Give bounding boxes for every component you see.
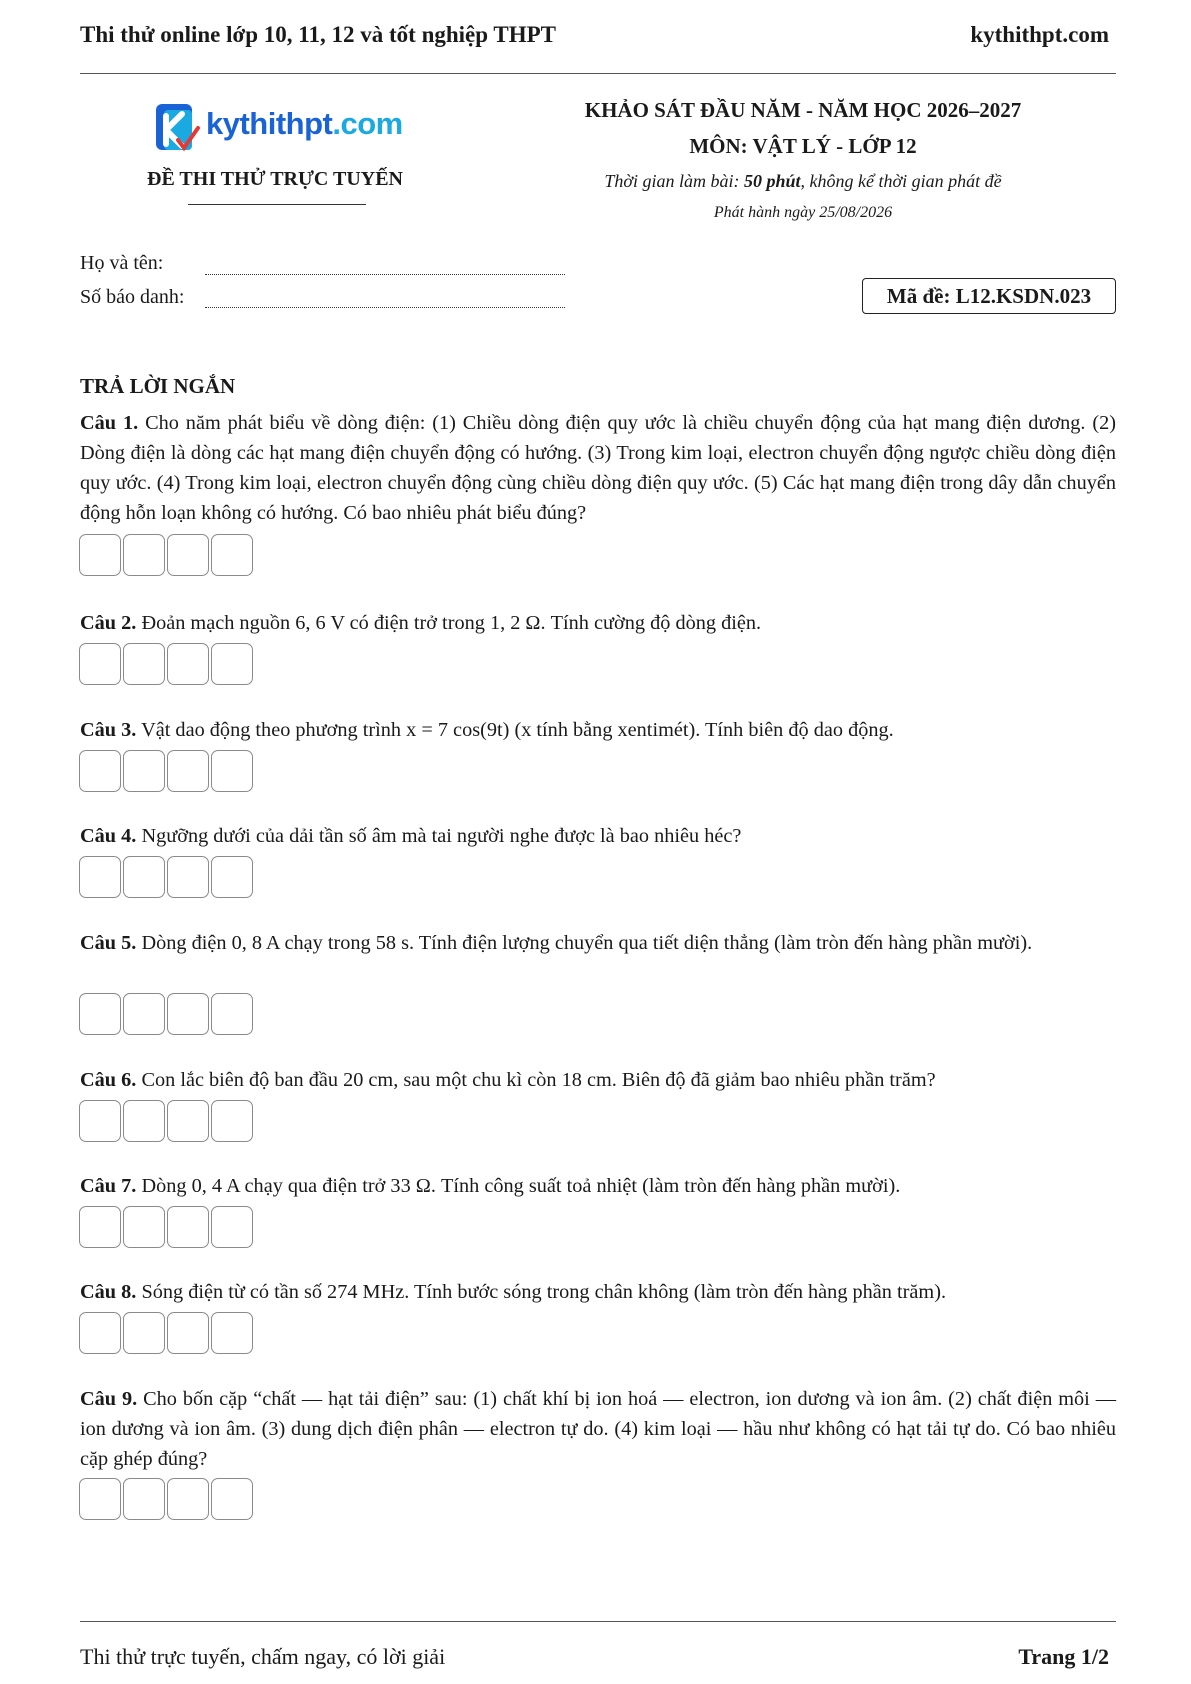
question-text: Cho năm phát biểu về dòng điện: (1) Chiều dòng điện quy ước là chiều chuyển động của hạt mang điện dương. (2) Dòng điện là dòng các hạt mang điện chuyển động có hướng. (3) Trong kim loại, electron chuyển động ngược chiều dòng điện quy ước. (4) Trong kim loại, electron chuyển động cùng chiều dòng điện quy ước. (5) Các hạt mang điện trong dây dẫn chuyển động hỗn loạn không có hướng. Có bao nhiêu phát biểu đúng? <box>80 412 1116 524</box>
exam-time-prefix: Thời gian làm bài: <box>604 171 744 191</box>
question-2 <box>80 608 1116 638</box>
answer-box[interactable] <box>167 1478 209 1520</box>
answer-boxes-6 <box>79 1100 253 1142</box>
answer-box[interactable] <box>167 750 209 792</box>
question-number: Câu 6. <box>80 1069 137 1091</box>
question-text: Con lắc biên độ ban đầu 20 cm, sau một chu kì còn 18 cm. Biên độ đã giảm bao nhiêu phần trăm? <box>141 1069 936 1091</box>
answer-box[interactable] <box>79 643 121 685</box>
name-label: Họ và tên: <box>80 252 164 274</box>
answer-box[interactable] <box>123 1478 165 1520</box>
answer-box[interactable] <box>211 534 253 576</box>
answer-box[interactable] <box>79 856 121 898</box>
question-8 <box>80 1277 1116 1307</box>
logo-wordmark-part1: kythi <box>206 106 276 141</box>
question-number: Câu 1. <box>80 412 139 434</box>
exam-subject: MÔN: VẬT LÝ - LỚP 12 <box>689 134 917 158</box>
answer-box[interactable] <box>211 643 253 685</box>
answer-box[interactable] <box>123 750 165 792</box>
exam-time <box>520 171 1086 192</box>
answer-box[interactable] <box>79 1478 121 1520</box>
answer-box[interactable] <box>211 993 253 1035</box>
site-logo <box>152 100 412 156</box>
answer-box[interactable] <box>123 643 165 685</box>
answer-boxes-7 <box>79 1206 253 1248</box>
question-3 <box>80 715 1116 745</box>
section-title: TRẢ LỜI NGẮN <box>80 374 236 398</box>
page-number: Trang 1/2 <box>1018 1644 1109 1669</box>
answer-boxes-3 <box>79 750 253 792</box>
question-text: Ngưỡng dưới của dải tần số âm mà tai người nghe được là bao nhiêu héc? <box>141 825 742 847</box>
logo-wordmark <box>206 106 403 142</box>
answer-box[interactable] <box>167 643 209 685</box>
answer-box[interactable] <box>211 1100 253 1142</box>
name-field[interactable] <box>205 274 565 275</box>
question-text: Dòng điện 0, 8 A chạy trong 58 s. Tính điện lượng chuyển qua tiết diện thẳng (làm tròn đến hàng phần mười). <box>141 932 1033 954</box>
answer-boxes-5 <box>79 993 253 1035</box>
answer-box[interactable] <box>167 534 209 576</box>
answer-box[interactable] <box>167 1206 209 1248</box>
logo-wordmark-part3: .com <box>332 106 403 141</box>
answer-box[interactable] <box>123 856 165 898</box>
question-text: Vật dao động theo phương trình x = 7 cos(9t) (x tính bằng xentimét). Tính biên độ dao động. <box>141 719 894 741</box>
question-number: Câu 5. <box>80 932 137 954</box>
answer-box[interactable] <box>79 1312 121 1354</box>
header-site-domain: kythithpt.com <box>970 22 1109 47</box>
question-6 <box>80 1065 1116 1095</box>
answer-box[interactable] <box>167 1312 209 1354</box>
answer-box[interactable] <box>167 993 209 1035</box>
answer-box[interactable] <box>123 993 165 1035</box>
answer-box[interactable] <box>123 534 165 576</box>
exam-time-value: 50 phút <box>744 171 801 191</box>
question-text: Cho bốn cặp “chất — hạt tải điện” sau: (1) chất khí bị ion hoá — electron, ion dương và ion âm. (2) chất điện môi — ion dương và ion âm. (3) dung dịch điện phân — electron tự do. (4) kim loại — hầu như không có hạt tải tự do. Có bao nhiêu cặp ghép đúng? <box>80 1388 1116 1470</box>
question-number: Câu 3. <box>80 719 137 741</box>
header-site-tagline: Thi thử online lớp 10, 11, 12 và tốt nghiệp THPT <box>80 22 556 47</box>
candidate-id-label: Số báo danh: <box>80 286 185 308</box>
answer-boxes-2 <box>79 643 253 685</box>
question-number: Câu 8. <box>80 1281 137 1303</box>
exam-time-suffix: , không kể thời gian phát đề <box>800 171 1002 191</box>
header-divider <box>80 73 1116 74</box>
answer-box[interactable] <box>123 1206 165 1248</box>
exam-code-badge: Mã đề: L12.KSDN.023 <box>862 278 1116 314</box>
question-text: Đoản mạch nguồn 6, 6 V có điện trở trong 1, 2 Ω. Tính cường độ dòng điện. <box>141 612 762 634</box>
answer-box[interactable] <box>79 1206 121 1248</box>
logo-wordmark-part2: thpt <box>275 106 333 141</box>
answer-box[interactable] <box>211 1312 253 1354</box>
answer-box[interactable] <box>79 993 121 1035</box>
answer-box[interactable] <box>211 750 253 792</box>
question-text: Sóng điện từ có tần số 274 MHz. Tính bước sóng trong chân không (làm tròn đến hàng phần trăm). <box>141 1281 947 1303</box>
answer-box[interactable] <box>79 534 121 576</box>
answer-box[interactable] <box>79 750 121 792</box>
answer-boxes-9 <box>79 1478 253 1520</box>
answer-box[interactable] <box>167 1100 209 1142</box>
question-text: Dòng 0, 4 A chạy qua điện trở 33 Ω. Tính công suất toả nhiệt (làm tròn đến hàng phần mười). <box>141 1175 901 1197</box>
answer-boxes-1 <box>79 534 253 576</box>
exam-release-date: Phát hành ngày 25/08/2026 <box>713 204 893 221</box>
question-9 <box>80 1384 1116 1474</box>
candidate-id-field[interactable] <box>205 307 565 308</box>
answer-box[interactable] <box>167 856 209 898</box>
answer-box[interactable] <box>211 1478 253 1520</box>
answer-boxes-4 <box>79 856 253 898</box>
online-exam-label: ĐỀ THI THỬ TRỰC TUYẾN <box>147 168 403 190</box>
question-number: Câu 9. <box>80 1388 138 1410</box>
question-number: Câu 7. <box>80 1175 137 1197</box>
answer-box[interactable] <box>123 1100 165 1142</box>
logo-icon <box>152 100 202 156</box>
online-exam-underline <box>188 204 366 205</box>
question-number: Câu 2. <box>80 612 137 634</box>
footer-divider <box>80 1621 1116 1622</box>
question-number: Câu 4. <box>80 825 137 847</box>
answer-box[interactable] <box>123 1312 165 1354</box>
answer-box[interactable] <box>211 1206 253 1248</box>
answer-boxes-8 <box>79 1312 253 1354</box>
answer-box[interactable] <box>79 1100 121 1142</box>
question-7 <box>80 1171 1116 1201</box>
question-4 <box>80 821 1116 851</box>
exam-title: KHẢO SÁT ĐẦU NĂM - NĂM HỌC 2026–2027 <box>584 98 1022 122</box>
answer-box[interactable] <box>211 856 253 898</box>
question-1 <box>80 408 1116 528</box>
footer-tagline: Thi thử trực tuyến, chấm ngay, có lời giải <box>80 1644 446 1669</box>
question-5 <box>80 928 1116 958</box>
